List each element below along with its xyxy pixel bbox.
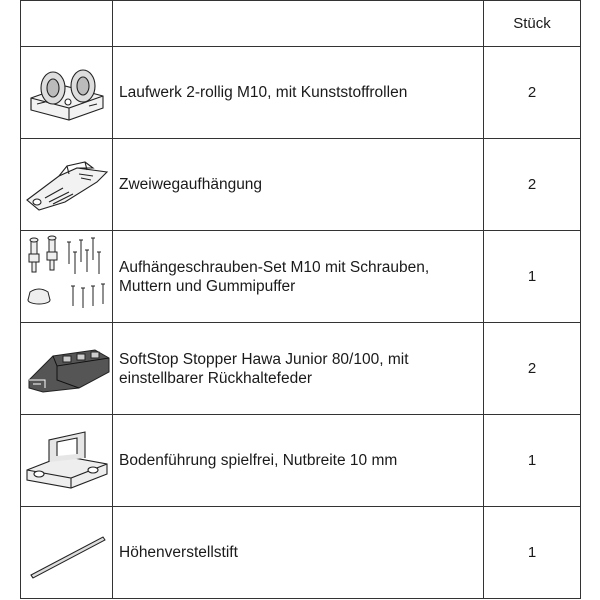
part-description bbox=[113, 415, 484, 507]
part-quantity: 2 bbox=[484, 139, 581, 231]
description-line: Zweiwegaufhängung bbox=[119, 176, 263, 193]
description-line: Muttern und Gummipuffer bbox=[119, 277, 296, 295]
table-row bbox=[21, 139, 581, 231]
table-row bbox=[21, 47, 581, 139]
table-row bbox=[21, 323, 581, 415]
roller-carriage-icon bbox=[21, 58, 112, 128]
parts-list-table bbox=[20, 0, 581, 599]
part-image-cell bbox=[21, 47, 113, 139]
description-line: Höhenverstellstift bbox=[119, 544, 238, 561]
part-quantity: 2 bbox=[484, 47, 581, 139]
part-quantity: 1 bbox=[484, 231, 581, 323]
table-row bbox=[21, 415, 581, 507]
header-empty-cell bbox=[21, 1, 113, 47]
part-image-cell bbox=[21, 231, 113, 323]
floor-guide-icon bbox=[21, 426, 112, 496]
part-description bbox=[113, 231, 484, 323]
softstop-stopper-icon bbox=[21, 336, 112, 402]
two-way-hanger-icon bbox=[21, 152, 112, 218]
part-description bbox=[113, 323, 484, 415]
part-quantity: 1 bbox=[484, 507, 581, 599]
part-quantity: 1 bbox=[484, 415, 581, 507]
description-line: Laufwerk 2-rollig M10, mit Kunststoffrollen bbox=[119, 84, 408, 101]
description-line: SoftStop Stopper Hawa Junior 80/100, mit bbox=[119, 350, 409, 368]
part-description bbox=[113, 47, 484, 139]
part-description bbox=[113, 507, 484, 599]
table-header-row bbox=[21, 1, 581, 47]
description-line: Bodenführung spielfrei, Nutbreite 10 mm bbox=[119, 452, 398, 469]
description-line: Aufhängeschrauben-Set M10 mit Schrauben, bbox=[119, 258, 430, 276]
screw-set-icon bbox=[21, 234, 112, 320]
table-row bbox=[21, 231, 581, 323]
adjustment-pin-icon bbox=[21, 523, 112, 583]
part-image-cell bbox=[21, 507, 113, 599]
table-row bbox=[21, 507, 581, 599]
part-image-cell bbox=[21, 323, 113, 415]
part-image-cell bbox=[21, 139, 113, 231]
qty-column-header: Stück bbox=[484, 1, 581, 47]
header-empty-cell bbox=[113, 1, 484, 47]
part-description bbox=[113, 139, 484, 231]
part-quantity: 2 bbox=[484, 323, 581, 415]
description-line: einstellbarer Rückhaltefeder bbox=[119, 369, 312, 387]
part-image-cell bbox=[21, 415, 113, 507]
